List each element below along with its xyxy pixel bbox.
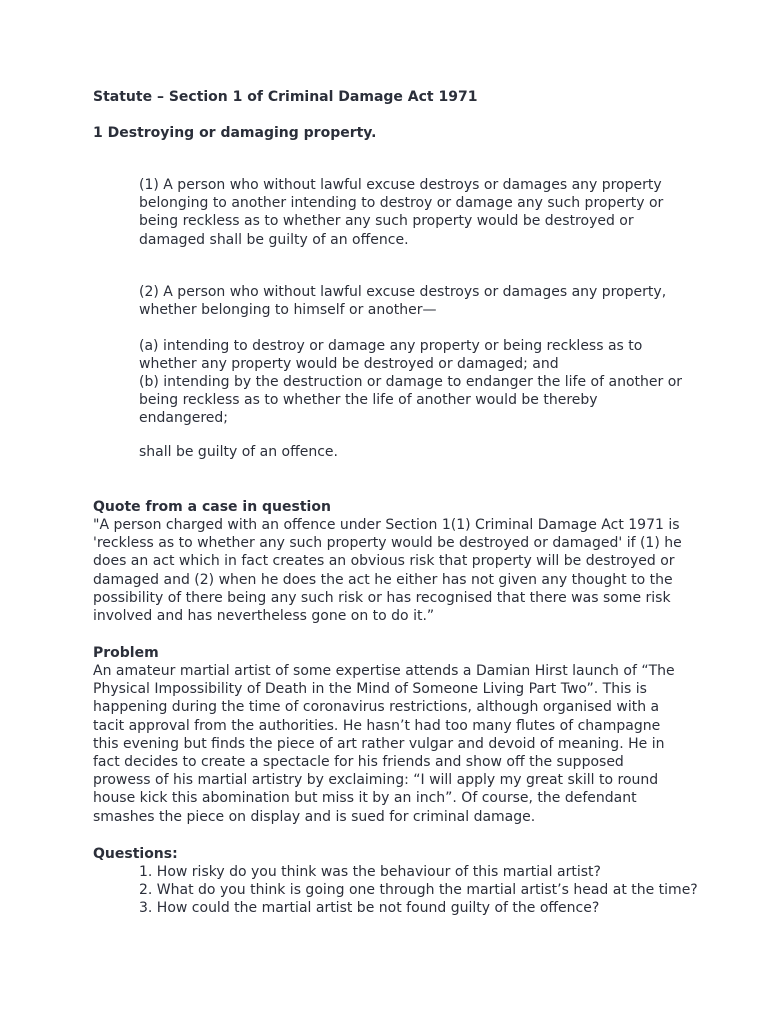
subsection-2-b: (b) intending by the destruction or damage to endanger the life of another or being reckless as to whether the life of another would be thereby endangered;: [139, 374, 683, 427]
case-quote: "A person charged with an offence under Section 1(1) Criminal Damage Act 1971 is 'reckless as to whether any such property would be destroyed or damaged' if (1) he does an act which in fact creates an obvious risk that property will be destroyed or damaged and (2) when he does the act he either has not given any thought to the possibility of there being any such risk or has recognised that there was some risk involved and has nevertheless gone on to do it.”: [93, 517, 682, 625]
section-heading: 1 Destroying or damaging property.: [93, 125, 377, 141]
subsection-2-a: (a) intending to destroy or damage any property or being reckless as to whether any property would be destroyed or damaged; and: [139, 338, 643, 373]
subsection-1: (1) A person who without lawful excuse destroys or damages any property belonging to another intending to destroy or damage any such property or being reckless as to whether any such property would be destroyed or damaged shall be guilty of an offence.: [139, 177, 664, 248]
question-item: 2. What do you think is going one through the martial artist’s head at the time?: [139, 882, 698, 899]
subsection-2-intro: (2) A person who without lawful excuse destroys or damages any property, whether belonging to himself or another—: [139, 284, 667, 319]
problem-heading: Problem: [93, 645, 159, 661]
quote-heading: Quote from a case in question: [93, 499, 331, 515]
questions-heading: Questions:: [93, 846, 178, 862]
question-item: 3. How could the martial artist be not found guilty of the offence?: [139, 900, 600, 917]
questions-list: [139, 863, 699, 918]
question-item: 1. How risky do you think was the behaviour of this martial artist?: [139, 864, 601, 880]
subsection-2-conclusion: shall be guilty of an offence.: [139, 444, 338, 460]
problem-text: An amateur martial artist of some expertise attends a Damian Hirst launch of “The Physical Impossibility of Death in the Mind of Someone Living Part Two”. This is happening during the time of coronavirus restrictions, although organised with a tacit approval from the authorities. He hasn’t had too many flutes of champagne this evening but finds the piece of art rather vulgar and devoid of meaning. He in fact decides to create a spectacle for his friends and show off the supposed prowess of his martial artistry by exclaiming: “I will apply my great skill to round house kick this abomination but miss it by an inch”. Of course, the defendant smashes the piece on display and is sued for criminal damage.: [93, 663, 675, 825]
document-title: Statute – Section 1 of Criminal Damage Act 1971: [93, 89, 478, 105]
